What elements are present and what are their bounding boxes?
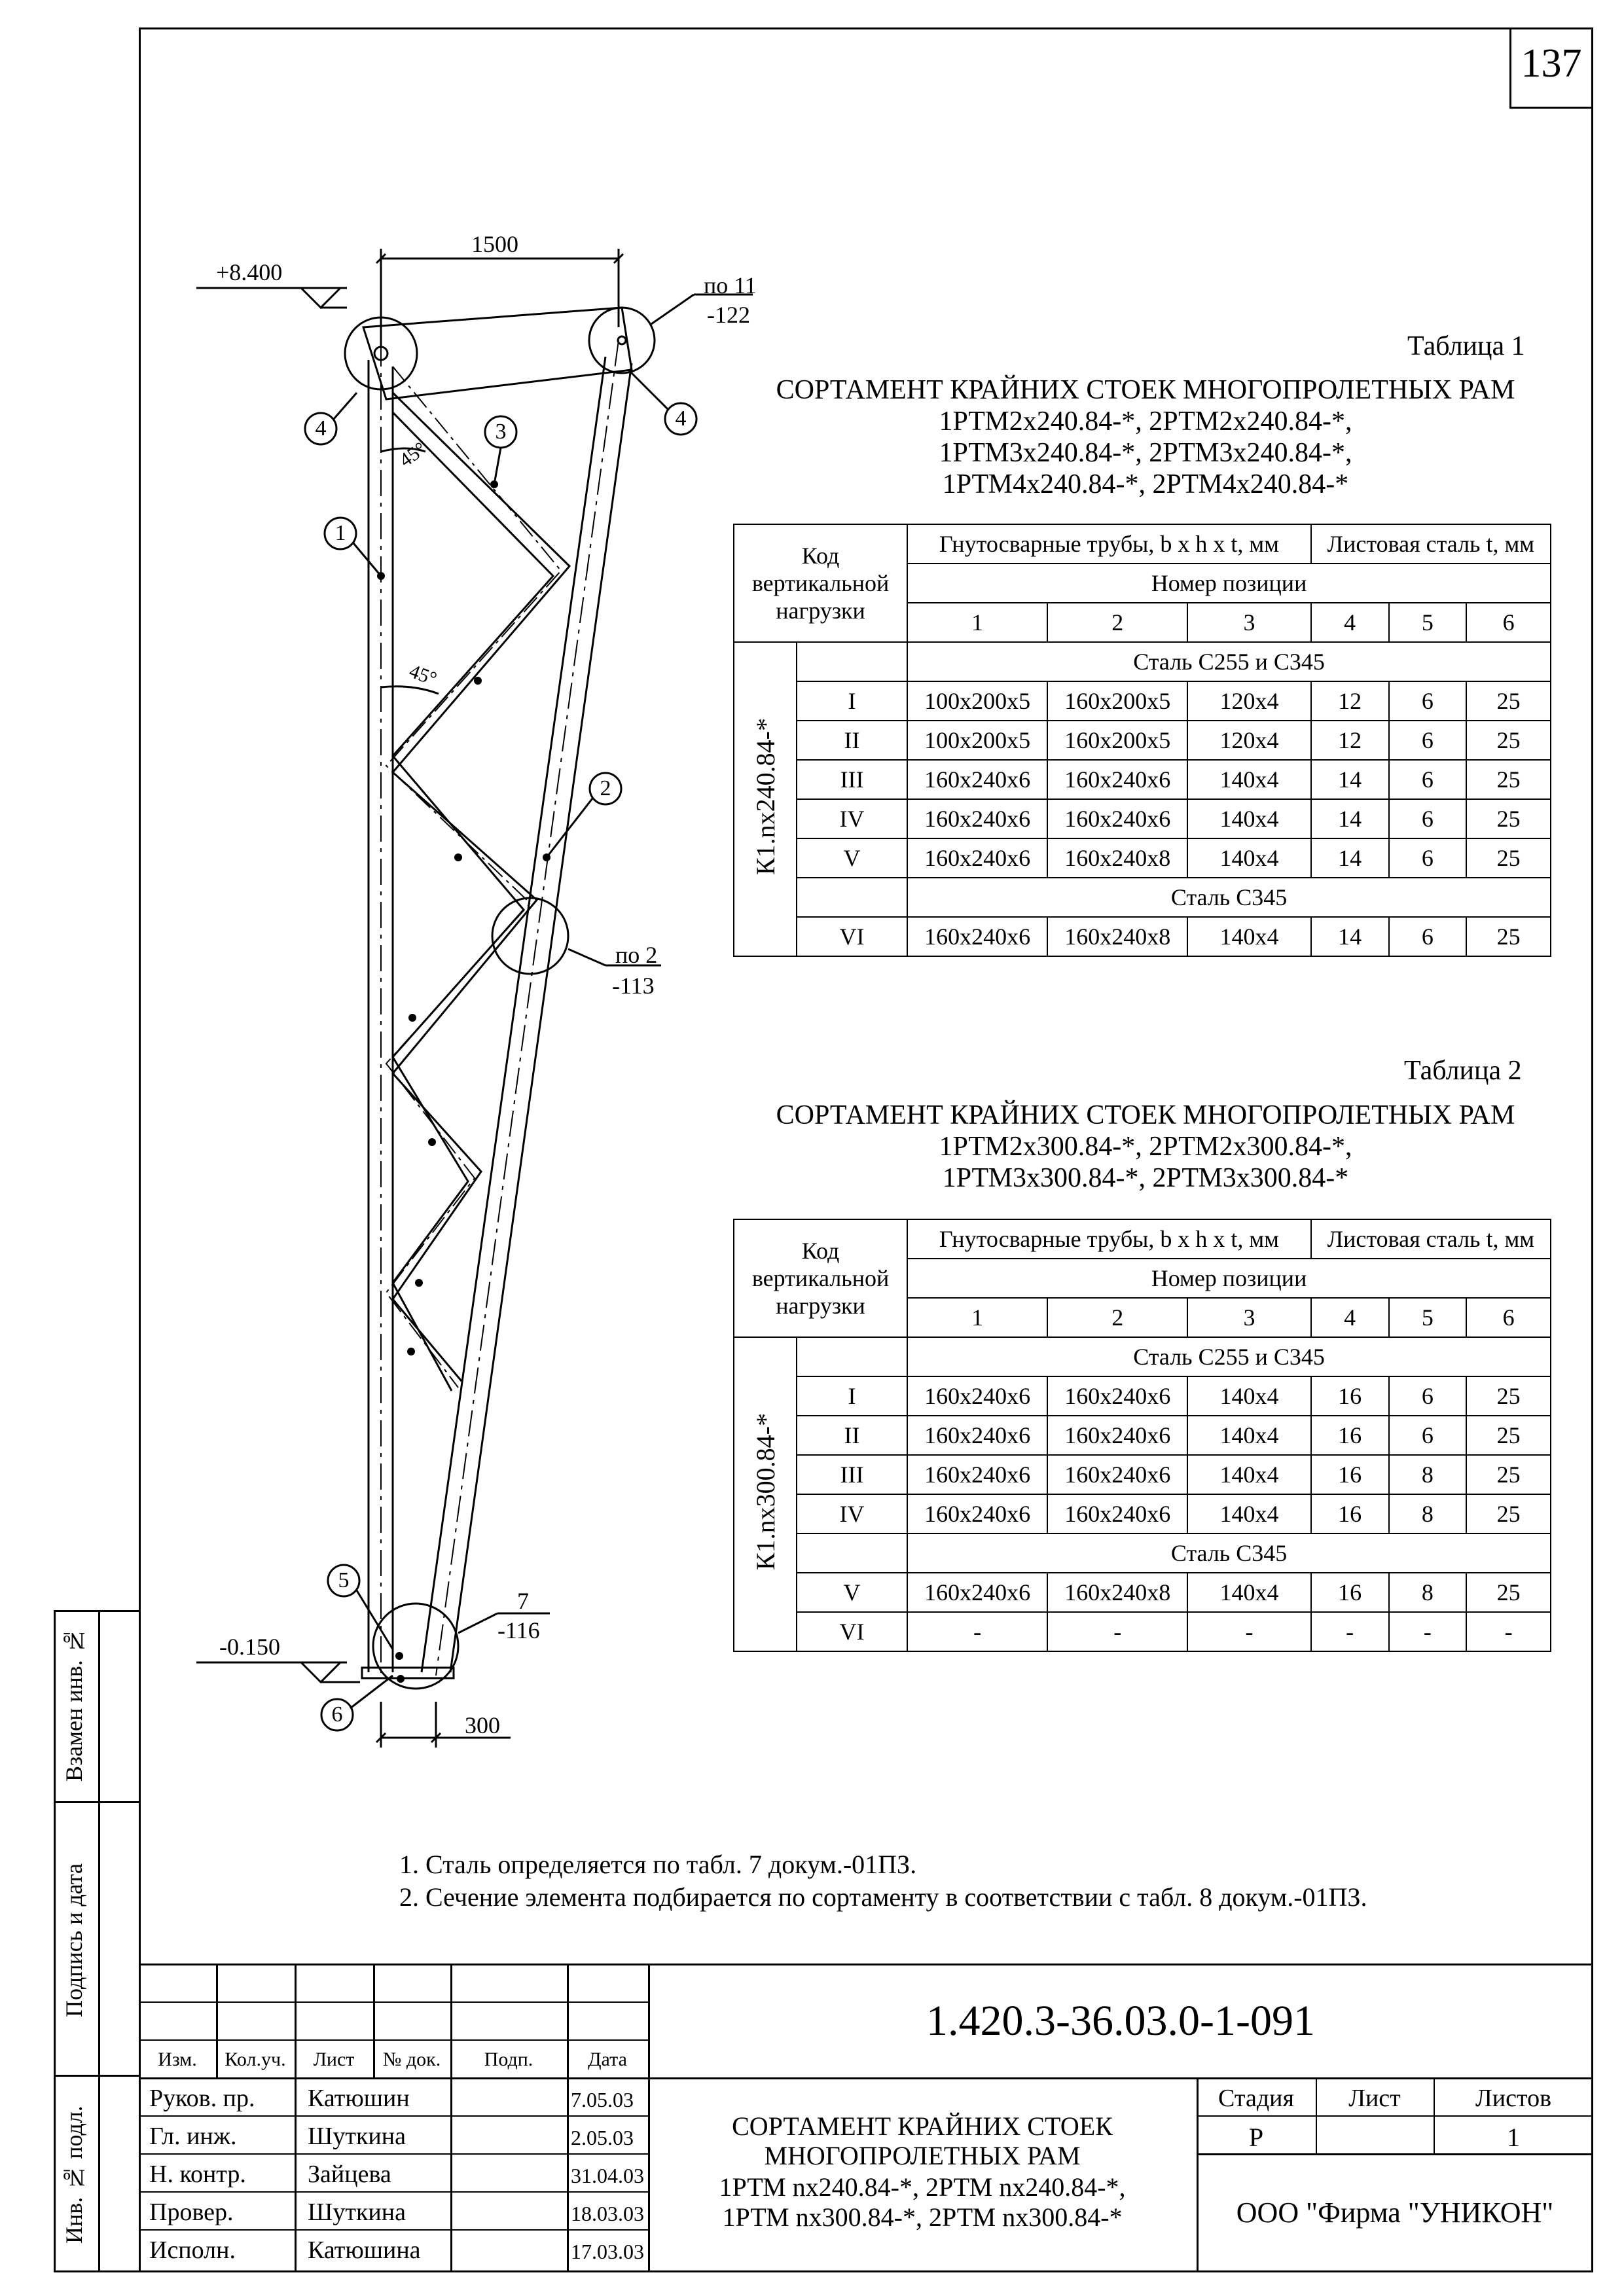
- table-row: VI 160х240х6 160х240х8 140х4 14 6 25: [734, 917, 1551, 956]
- table2: [733, 1219, 1551, 1652]
- col-doc: № док.: [382, 2049, 441, 2070]
- staff-date-4: 18.03.03: [571, 2202, 644, 2225]
- table2-side-label: К1.nх300.84-*: [734, 1337, 797, 1651]
- table2-pos-4: 4: [1311, 1298, 1389, 1337]
- table2-pos-2: 2: [1047, 1298, 1187, 1337]
- table2-caption: Таблица 2: [1404, 1056, 1522, 1086]
- table-row: III 160х240х6 160х240х6 140х4 14 6 25: [734, 760, 1551, 799]
- callout-bot-num: 7: [517, 1588, 529, 1614]
- table2-pos-5: 5: [1389, 1298, 1467, 1337]
- note-1: 1. Сталь определяется по табл. 7 докум.-01ПЗ.: [399, 1850, 917, 1879]
- col-izm: Изм.: [158, 2049, 197, 2070]
- table-row: VI - - - - - -: [734, 1612, 1551, 1651]
- table1-title-2: 1РТМ2х240.84-*, 2РТМ2х240.84-*,: [939, 406, 1352, 437]
- pos-label-6: 6: [331, 1702, 343, 1727]
- col-date: Дата: [588, 2049, 627, 2070]
- company-name: ООО "Фирма "УНИКОН": [1236, 2197, 1554, 2229]
- pos-label-4a: 4: [315, 416, 327, 440]
- stage-label: Стадия: [1218, 2085, 1294, 2112]
- sheets-value: 1: [1507, 2123, 1520, 2152]
- table-row: V 160х240х6 160х240х8 140х4 16 8 25: [734, 1573, 1551, 1612]
- table-row: I 160х240х6 160х240х6 140х4 16 6 25: [734, 1376, 1551, 1416]
- staff-role-4: Провер.: [149, 2198, 234, 2226]
- callout-mid-sheet: -113: [612, 973, 655, 999]
- staff-role-2: Гл. инж.: [149, 2123, 237, 2150]
- pos-label-2: 2: [600, 776, 611, 800]
- table2-steel-b: Сталь С345: [907, 1534, 1551, 1573]
- table1-title-4: 1РТМ4х240.84-*, 2РТМ4х240.84-*: [942, 469, 1349, 499]
- table2-steel-a: Сталь С255 и С345: [907, 1337, 1551, 1376]
- callout-mid-num: по 2: [615, 942, 658, 968]
- stamp-inv-original: Инв. № подл.: [61, 2106, 87, 2244]
- table1-pos-5: 5: [1389, 603, 1467, 642]
- sheet-title-3: 1РТМ nх240.84-*, 2РТМ nх240.84-*,: [719, 2172, 1126, 2202]
- table-row: V 160х240х6 160х240х8 140х4 14 6 25: [734, 838, 1551, 878]
- sheet-title-2: МНОГОПРОЛЕТНЫХ РАМ: [764, 2141, 1081, 2170]
- stamp-signature-date: Подпись и дата: [61, 1863, 87, 2018]
- table-row: I 100х200х5 160х200х5 120х4 12 6 25: [734, 681, 1551, 721]
- table1-pos-1: 1: [907, 603, 1047, 642]
- staff-role-5: Исполн.: [149, 2236, 236, 2264]
- doc-code: 1.420.3-36.03.0-1-091: [926, 1997, 1315, 2045]
- pos-label-3: 3: [495, 420, 507, 444]
- table-row: III 160х240х6 160х240х6 140х4 16 8 25: [734, 1455, 1551, 1494]
- sheet-title-1: СОРТАМЕНТ КРАЙНИХ СТОЕК: [732, 2111, 1113, 2141]
- table2-pos-6: 6: [1466, 1298, 1551, 1337]
- table2-title-1: СОРТАМЕНТ КРАЙНИХ СТОЕК МНОГОПРОЛЕТНЫХ РАМ: [776, 1100, 1515, 1130]
- table1-steel-b: Сталь С345: [907, 878, 1551, 917]
- table2-group-sheet: Листовая сталь t, мм: [1311, 1219, 1551, 1259]
- staff-role-1: Руков. пр.: [149, 2085, 255, 2112]
- page-number: 137: [1521, 41, 1582, 86]
- note-2: 2. Сечение элемента подбирается по сортаменту в соответствии с табл. 8 докум.-01ПЗ.: [399, 1882, 1367, 1912]
- callout-top-num: по 11: [704, 272, 757, 298]
- sheets-label: Листов: [1475, 2085, 1552, 2112]
- level-top: +8.400: [216, 259, 283, 285]
- table1-group-sheet: Листовая сталь t, мм: [1311, 524, 1551, 564]
- angle-label-1: 45°: [395, 438, 431, 472]
- level-bottom: -0.150: [219, 1634, 280, 1660]
- table2-pos-1: 1: [907, 1298, 1047, 1337]
- col-kol: Кол.уч.: [225, 2049, 286, 2070]
- table1-code-header: Код вертикальной нагрузки: [734, 524, 907, 642]
- table1-group-tubes: Гнутосварные трубы, b x h x t, мм: [907, 524, 1311, 564]
- col-sign: Подп.: [484, 2049, 533, 2070]
- table1-pos-header: Номер позиции: [907, 564, 1551, 603]
- table-row: IV 160х240х6 160х240х6 140х4 16 8 25: [734, 1494, 1551, 1534]
- table2-title-3: 1РТМ3х300.84-*, 2РТМ3х300.84-*: [942, 1163, 1349, 1193]
- callout-bot-sheet: -116: [497, 1617, 540, 1643]
- table1: [733, 524, 1551, 957]
- pos-label-1: 1: [334, 521, 346, 545]
- col-list: Лист: [313, 2049, 355, 2070]
- staff-name-3: Зайцева: [308, 2161, 391, 2188]
- table2-title-2: 1РТМ2х300.84-*, 2РТМ2х300.84-*,: [939, 1132, 1352, 1162]
- staff-name-5: Катюшина: [308, 2236, 421, 2264]
- pos-label-5: 5: [338, 1568, 350, 1592]
- table-row: IV 160х240х6 160х240х6 140х4 14 6 25: [734, 799, 1551, 838]
- table2-pos-header: Номер позиции: [907, 1259, 1551, 1298]
- table1-title-3: 1РТМ3х240.84-*, 2РТМ3х240.84-*,: [939, 438, 1352, 468]
- dim-top: 1500: [471, 231, 518, 257]
- table1-title-1: СОРТАМЕНТ КРАЙНИХ СТОЕК МНОГОПРОЛЕТНЫХ РАМ: [776, 375, 1515, 405]
- table1-pos-2: 2: [1047, 603, 1187, 642]
- staff-role-3: Н. контр.: [149, 2161, 246, 2188]
- table-row: II 160х240х6 160х240х6 140х4 16 6 25: [734, 1416, 1551, 1455]
- callout-top-sheet: -122: [707, 302, 750, 328]
- staff-name-4: Шуткина: [308, 2198, 406, 2226]
- sheet-label: Лист: [1348, 2085, 1401, 2112]
- table2-code-header: Код вертикальной нагрузки: [734, 1219, 907, 1337]
- pos-label-4b: 4: [675, 406, 687, 431]
- staff-date-1: 7.05.03: [571, 2088, 634, 2111]
- table-row: II 100х200х5 160х200х5 120х4 12 6 25: [734, 721, 1551, 760]
- table1-side-label: К1.nх240.84-*: [734, 642, 797, 956]
- table1-caption: Таблица 1: [1407, 331, 1525, 361]
- angle-label-2: 45°: [406, 660, 440, 691]
- table2-pos-3: 3: [1187, 1298, 1310, 1337]
- stage-value: Р: [1248, 2123, 1264, 2152]
- staff-date-2: 2.05.03: [571, 2126, 634, 2149]
- staff-name-1: Катюшин: [308, 2085, 410, 2112]
- staff-name-2: Шуткина: [308, 2123, 406, 2150]
- staff-date-3: 31.04.03: [571, 2164, 644, 2187]
- stamp-replace-inv: Взамен инв. №: [61, 1628, 87, 1782]
- table1-pos-3: 3: [1187, 603, 1310, 642]
- table1-steel-a: Сталь С255 и С345: [907, 642, 1551, 681]
- table1-pos-4: 4: [1311, 603, 1389, 642]
- table1-pos-6: 6: [1466, 603, 1551, 642]
- dim-bottom: 300: [465, 1712, 500, 1738]
- staff-date-5: 17.03.03: [571, 2240, 644, 2263]
- sheet-title-4: 1РТМ nх300.84-*, 2РТМ nх300.84-*: [722, 2202, 1123, 2232]
- table2-group-tubes: Гнутосварные трубы, b x h x t, мм: [907, 1219, 1311, 1259]
